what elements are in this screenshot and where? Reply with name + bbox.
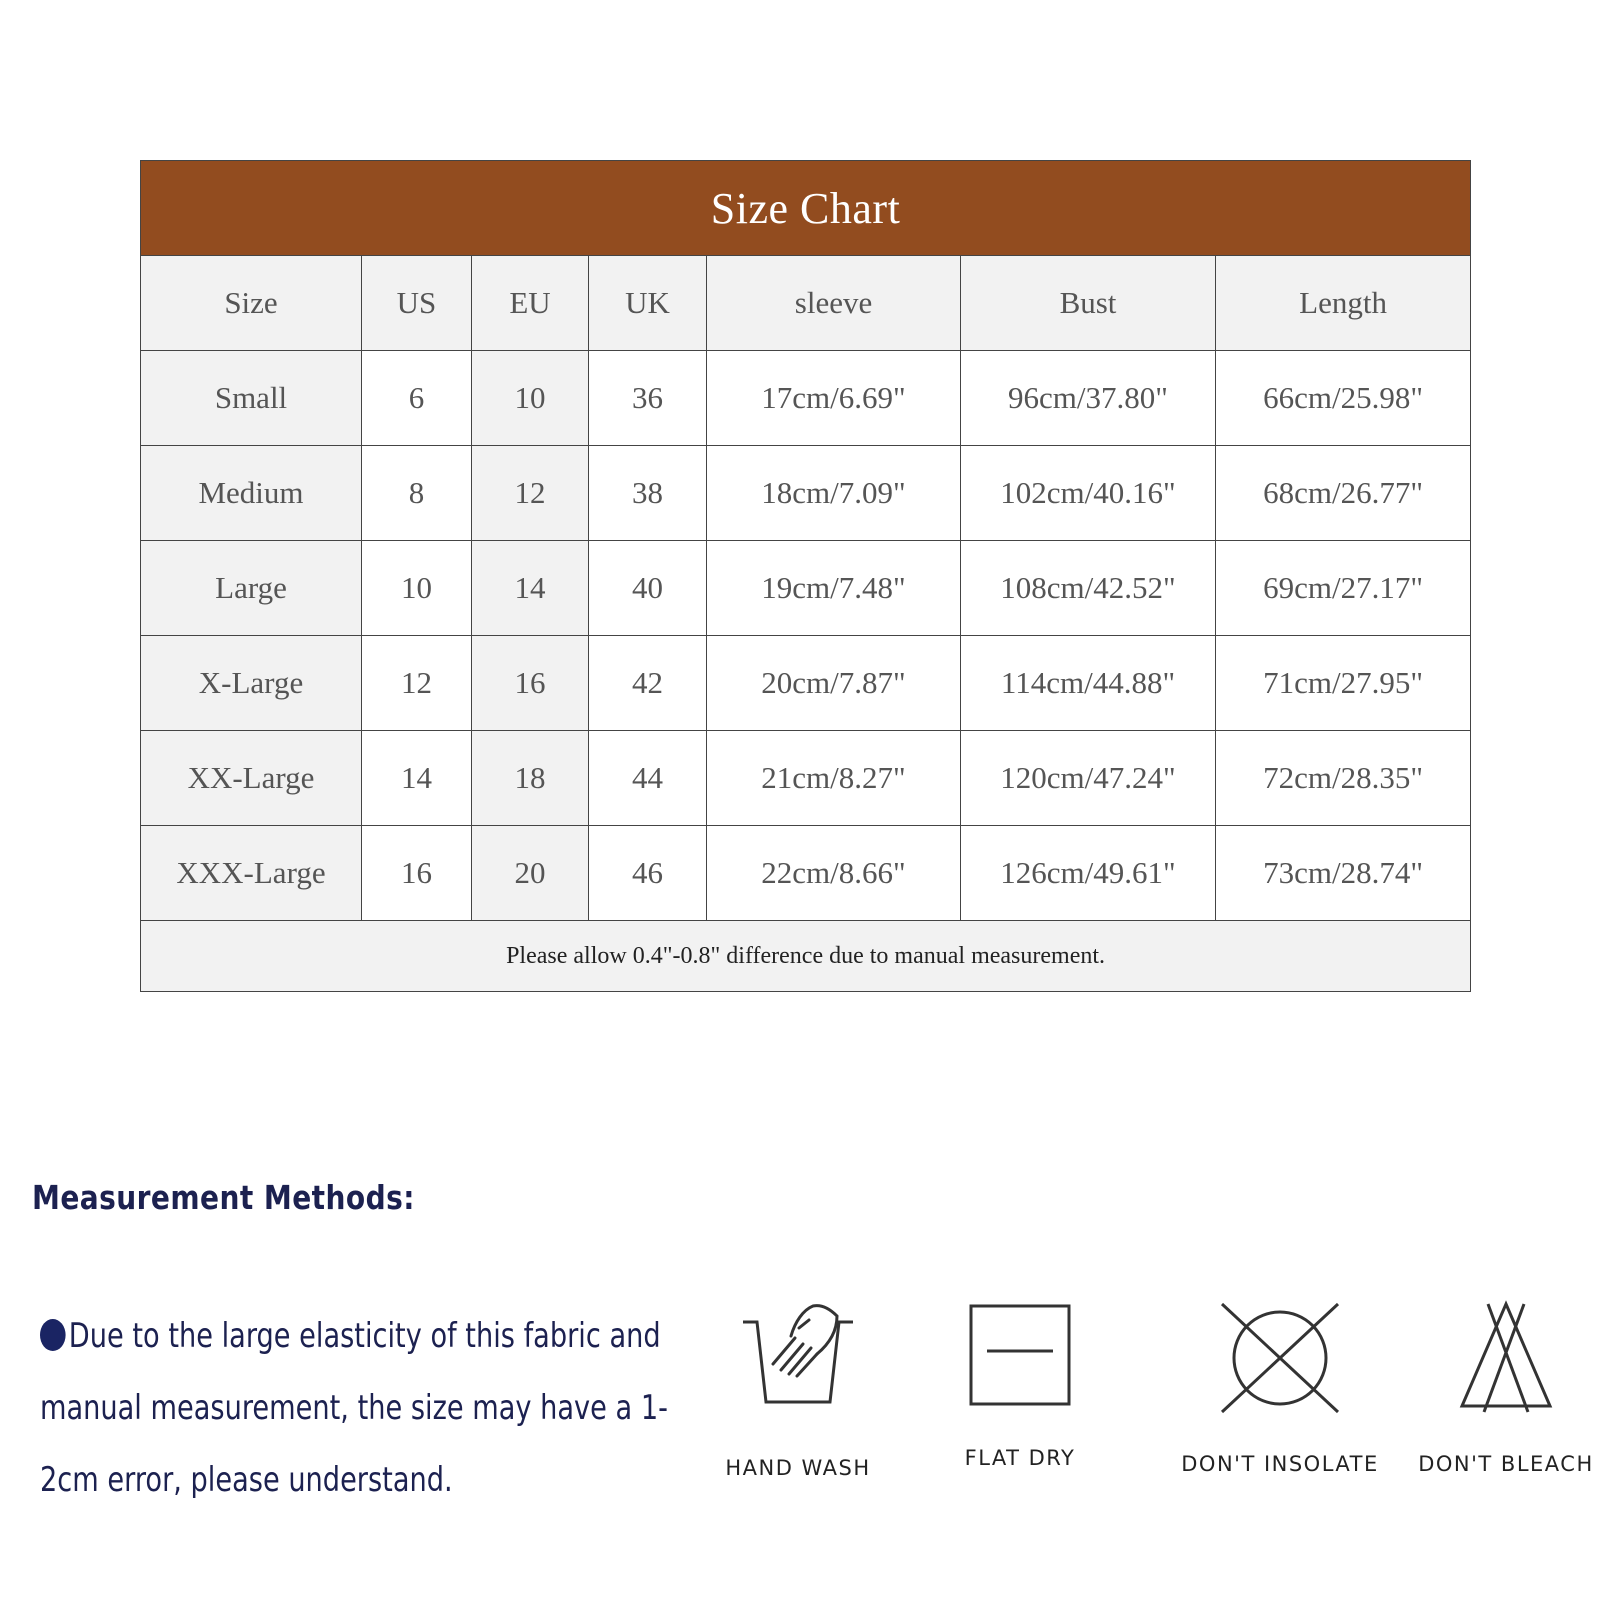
table-cell: XX-Large [141,731,362,826]
measurement-methods-title: Measurement Methods: [32,1178,415,1217]
table-cell: 22cm/8.66" [707,826,961,921]
table-cell: 20 [472,826,589,921]
table-cell: 44 [589,731,707,826]
table-cell: 40 [589,541,707,636]
table-cell: 102cm/40.16" [961,446,1216,541]
table-cell: 14 [362,731,472,826]
table-row [141,351,1471,446]
table-cell: 17cm/6.69" [707,351,961,446]
size-chart-title: Size Chart [141,161,1471,256]
table-cell: 18cm/7.09" [707,446,961,541]
table-cell: 120cm/47.24" [961,731,1216,826]
table-cell: 14 [472,541,589,636]
table-cell: 108cm/42.52" [961,541,1216,636]
table-cell: 69cm/27.17" [1216,541,1471,636]
table-row [141,446,1471,541]
table-cell: 38 [589,446,707,541]
table-row [141,541,1471,636]
column-header: US [362,256,472,351]
care-item-flat-dry [950,1300,1090,1470]
measurement-methods-paragraph [40,1300,680,1516]
flat-dry-icon [965,1300,1075,1410]
care-label: FLAT DRY [964,1446,1076,1470]
table-row [141,826,1471,921]
column-header: UK [589,256,707,351]
care-label: DON'T INSOLATE [1181,1452,1379,1476]
table-cell: 71cm/27.95" [1216,636,1471,731]
table-cell: 16 [472,636,589,731]
table-cell: 42 [589,636,707,731]
table-cell: 6 [362,351,472,446]
column-header: sleeve [707,256,961,351]
table-cell: 12 [472,446,589,541]
table-cell: XXX-Large [141,826,362,921]
care-item-hand-wash [718,1300,878,1480]
care-item-dont-bleach [1418,1300,1594,1476]
table-cell: Large [141,541,362,636]
column-header: Size [141,256,362,351]
bullet-dot-icon [40,1319,66,1351]
care-label: HAND WASH [725,1456,871,1480]
table-cell: 19cm/7.48" [707,541,961,636]
care-item-dont-insolate [1180,1300,1380,1476]
table-cell: 18 [472,731,589,826]
table-cell: 10 [362,541,472,636]
table-cell: 66cm/25.98" [1216,351,1471,446]
measurement-note: Please allow 0.4"-0.8" difference due to manual measurement. [141,921,1471,992]
table-row [141,636,1471,731]
header-row [141,256,1471,351]
table-cell: 8 [362,446,472,541]
dont-insolate-icon [1218,1300,1342,1416]
column-header: Bust [961,256,1216,351]
hand-wash-icon [733,1300,863,1420]
table-cell: 10 [472,351,589,446]
table-cell: 96cm/37.80" [961,351,1216,446]
table-cell: Small [141,351,362,446]
table-cell: 20cm/7.87" [707,636,961,731]
column-header: EU [472,256,589,351]
table-cell: 36 [589,351,707,446]
size-chart-table [140,160,1471,992]
column-header: Length [1216,256,1471,351]
dont-bleach-icon [1458,1300,1554,1416]
measurement-methods-text: Due to the large elasticity of this fabric and manual measurement, the size may have a 1-2cm error, please understand. [40,1316,668,1500]
care-label: DON'T BLEACH [1418,1452,1594,1476]
table-row [141,731,1471,826]
table-cell: 46 [589,826,707,921]
table-cell: 68cm/26.77" [1216,446,1471,541]
table-cell: 114cm/44.88" [961,636,1216,731]
table-cell: 126cm/49.61" [961,826,1216,921]
table-cell: 21cm/8.27" [707,731,961,826]
table-cell: 72cm/28.35" [1216,731,1471,826]
table-cell: Medium [141,446,362,541]
table-cell: X-Large [141,636,362,731]
table-cell: 12 [362,636,472,731]
table-cell: 16 [362,826,472,921]
table-cell: 73cm/28.74" [1216,826,1471,921]
